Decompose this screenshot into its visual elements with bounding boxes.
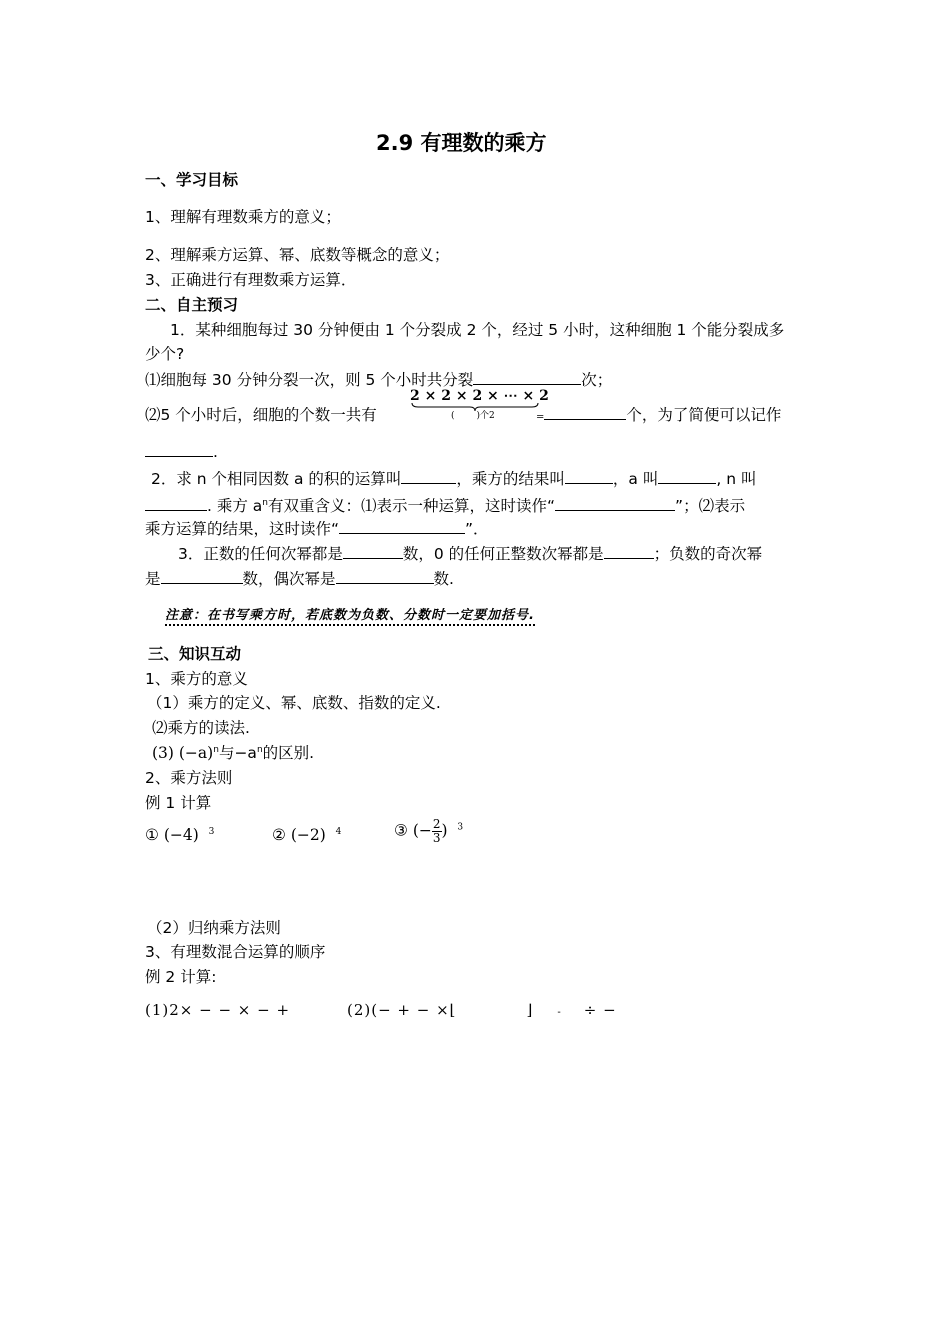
question-text: 2．求 n 个相同因数 a 的积的运算叫 ，乘方的结果叫 ，a 叫 , n 叫 (151, 470, 757, 488)
list-item: ⑵乘方的读法. (152, 719, 250, 737)
question-text: 1．某种细胞每过 30 分钟便由 1 个分裂成 2 个，经过 5 小时，这种细胞 1 个能分裂成多 (170, 321, 785, 339)
answer-blank[interactable] (604, 544, 654, 559)
answer-blank[interactable] (145, 496, 207, 511)
example-label: 例 2 计算: (145, 968, 217, 986)
fraction: $\frac{2}{3}$ (432, 817, 441, 845)
answer-blank[interactable] (145, 442, 213, 457)
question-text: 少个? (145, 345, 185, 363)
brace-expression: 2 × 2 × 2 × ⋯ × 2 (410, 388, 549, 404)
subsection-heading: 2、乘方法则 (145, 769, 233, 787)
subsection-heading: 1、乘方的意义 (145, 670, 248, 688)
math-expression: (1)2× − − × − + (145, 1001, 291, 1019)
answer-blank[interactable] (658, 469, 716, 484)
answer-blank[interactable] (565, 469, 613, 484)
answer-blank[interactable] (473, 370, 581, 385)
question-part: = 个，为了简便可以记作 (536, 406, 782, 424)
example-item: ③ (− $\frac{2}{3}$ ) $^3$ (394, 817, 464, 845)
goal-item: 3、正确进行有理数乘方运算． (145, 271, 357, 289)
list-item: （1）乘方的定义、幂、底数、指数的定义. (147, 694, 441, 712)
question-text: 3．正数的任何次幂都是 数，0 的任何正整数次幂都是 ；负数的奇次幂 (178, 545, 763, 563)
example-item: ① (−4) $^3$ (145, 826, 215, 844)
math-expression: (2)(− + − ×⌊ ⌋ - ÷ − (347, 1001, 617, 1019)
goal-item: 1、理解有理数乘方的意义； (145, 208, 341, 226)
list-item: （2）归纳乘方法则 (147, 919, 281, 937)
section-heading-interaction: 三、知识互动 (148, 645, 242, 663)
answer-blank[interactable] (555, 496, 675, 511)
answer-blank[interactable] (336, 569, 434, 584)
answer-blank[interactable] (401, 469, 456, 484)
question-part: ⑵5 个小时后，细胞的个数一共有 (145, 406, 377, 424)
question-part-text: ⑴细胞每 30 分钟分裂一次，则 5 个小时共分裂 (145, 371, 474, 389)
goal-item: 2、理解乘方运算、幂、底数等概念的意义； (145, 246, 450, 264)
question-text: . 乘方 $a^n$有双重含义：⑴表示一种运算，这时读作“ ”；⑵表示 (145, 494, 745, 516)
list-item: (3) $(-a)^n$与$-a^n$的区别. (152, 744, 315, 762)
brace-label: ( )个2 (451, 411, 495, 421)
question-text: 是 数，偶次幂是 数. (145, 570, 454, 588)
example-label: 例 1 计算 (145, 794, 212, 812)
question-part-text: 次； (581, 371, 613, 389)
section-heading-goals: 一、学习目标 (145, 171, 239, 189)
question-part (145, 368, 612, 390)
page-title: 2.9 有理数的乘方 (376, 131, 547, 155)
answer-blank[interactable] (161, 569, 243, 584)
answer-blank[interactable] (339, 519, 465, 534)
example-item: ② (−2) $^4$ (272, 826, 342, 844)
question-text: 乘方运算的结果，这时读作“ ”． (145, 520, 489, 538)
answer-blank[interactable] (343, 544, 403, 559)
answer-blank[interactable] (544, 405, 626, 420)
subsection-heading: 3、有理数混合运算的顺序 (145, 943, 326, 961)
section-heading-preview: 二、自主预习 (145, 296, 239, 314)
question-part: . (145, 442, 218, 461)
note-callout: 注意：在书写乘方时，若底数为负数、分数时一定要加括号. (165, 604, 535, 626)
